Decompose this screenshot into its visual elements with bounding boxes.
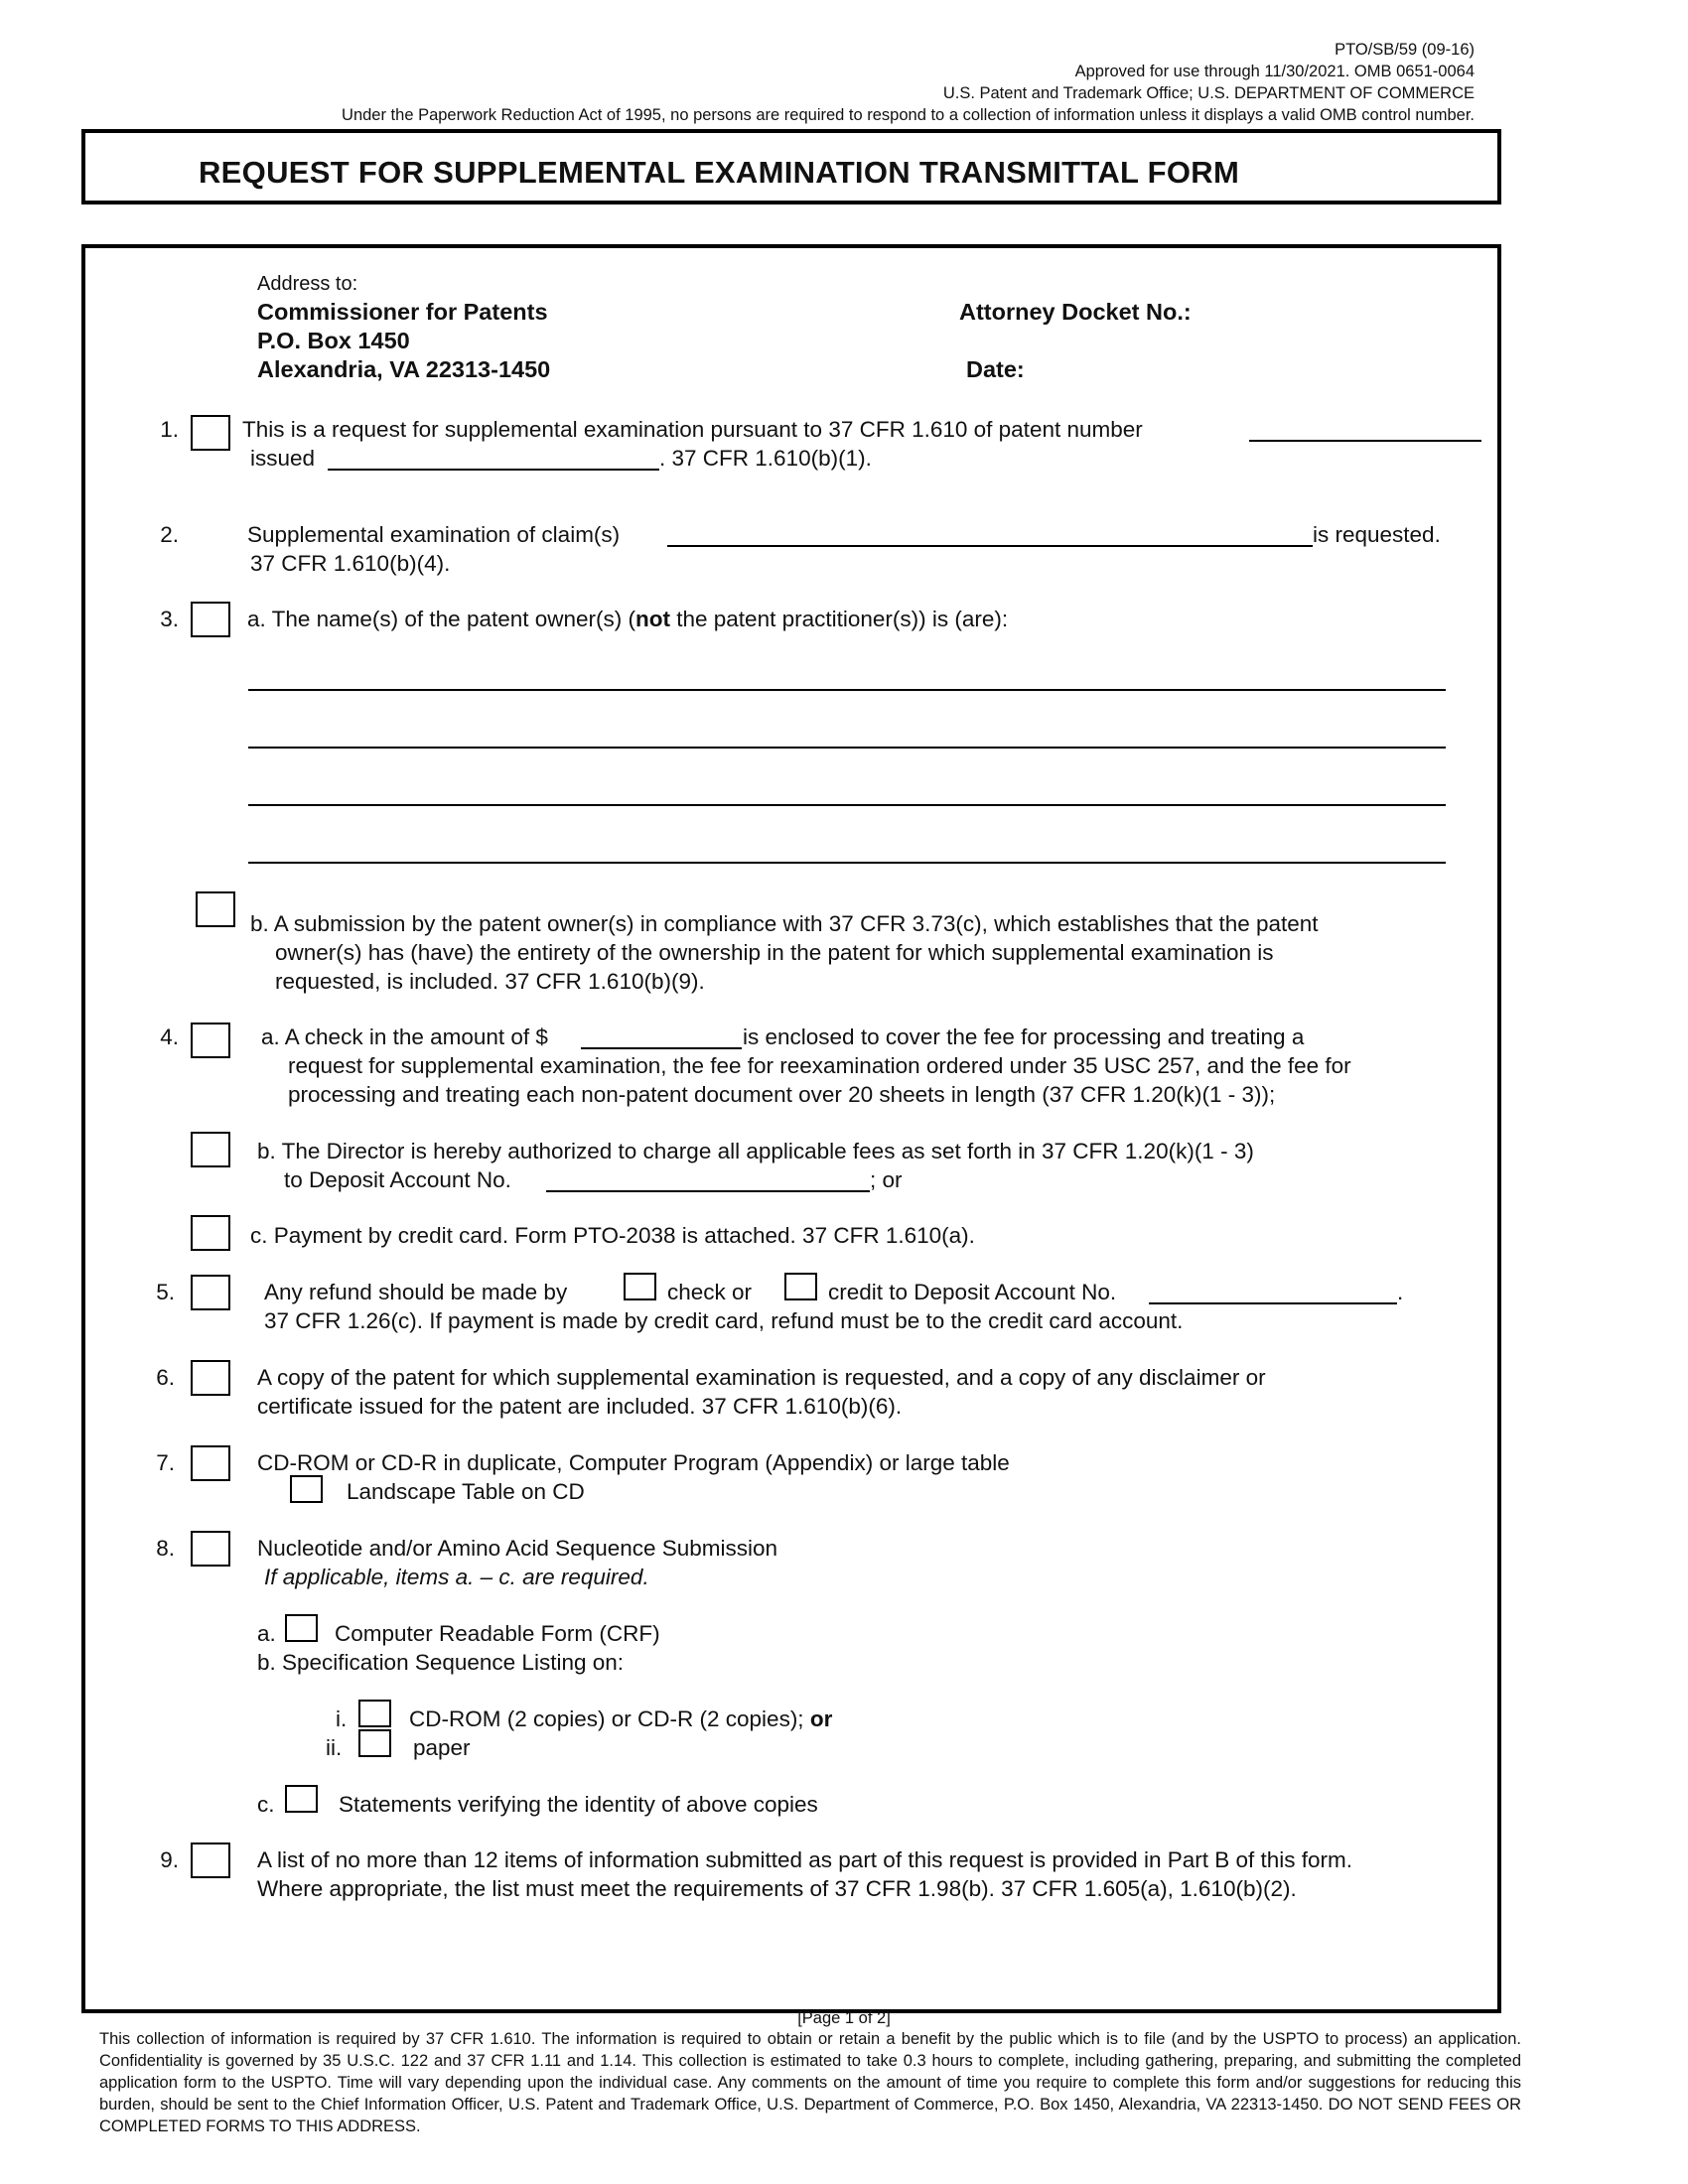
item-7-line-2: Landscape Table on CD — [347, 1479, 585, 1504]
address-label: Address to: — [257, 273, 358, 295]
item-1-checkbox[interactable] — [191, 415, 230, 451]
issued-date-blank[interactable] — [328, 469, 659, 471]
item-6-line-1: A copy of the patent for which supplemental examination is requested, and a copy of any disclaimer or — [257, 1365, 1266, 1390]
item-6-number: 6. — [156, 1365, 175, 1390]
item-8-number: 8. — [156, 1536, 175, 1561]
item-4a-line-3: processing and treating each non-patent document over 20 sheets in length (37 CFR 1.20(k)(1 - 3)); — [288, 1082, 1276, 1107]
cd-rom-copies-checkbox[interactable] — [358, 1700, 391, 1727]
address-line-3: Alexandria, VA 22313-1450 — [257, 356, 551, 382]
paper-copies-checkbox[interactable] — [358, 1729, 391, 1757]
crf-checkbox[interactable] — [285, 1614, 318, 1642]
patent-number-blank[interactable] — [1249, 440, 1481, 442]
item-8c-text: Statements verifying the identity of above copies — [339, 1792, 818, 1817]
refund-account-blank[interactable] — [1149, 1302, 1397, 1304]
item-3b-line-2: owner(s) has (have) the entirety of the ownership in the patent for which supplemental examination is — [275, 940, 1274, 965]
item-1-citation: . 37 CFR 1.610(b)(1). — [659, 446, 872, 471]
item-9-number: 9. — [160, 1847, 179, 1872]
item-2-requested: is requested. — [1313, 522, 1441, 547]
item-3b-line-3: requested, is included. 37 CFR 1.610(b)(9). — [275, 969, 705, 994]
date-label: Date: — [966, 356, 1025, 382]
item-5-text: Any refund should be made by — [264, 1280, 568, 1304]
paperwork-notice: Under the Paperwork Reduction Act of 1995, no persons are required to respond to a collection of information unless it displays a valid OMB control number. — [342, 106, 1475, 124]
refund-check-label: check or — [667, 1280, 753, 1304]
item-5-line-2: 37 CFR 1.26(c). If payment is made by credit card, refund must be to the credit card account. — [264, 1308, 1184, 1333]
item-2-citation: 37 CFR 1.610(b)(4). — [250, 551, 451, 576]
item-4b-line-2-pre: to Deposit Account No. — [284, 1167, 511, 1192]
item-4c-text: c. Payment by credit card. Form PTO-2038 is attached. 37 CFR 1.610(a). — [250, 1223, 975, 1248]
owner-name-line-4[interactable] — [248, 862, 1446, 864]
item-8bi-label: i. — [336, 1706, 348, 1731]
owner-name-line-3[interactable] — [248, 804, 1446, 806]
item-4-number: 4. — [160, 1024, 179, 1049]
item-4a-line-1-pre: a. A check in the amount of $ — [261, 1024, 548, 1049]
item-3a-text: a. The name(s) of the patent owner(s) (not the patent practitioner(s)) is (are): — [247, 607, 1009, 631]
item-5-end: . — [1397, 1280, 1404, 1304]
item-8bi-text: CD-ROM (2 copies) or CD-R (2 copies); or — [409, 1706, 833, 1731]
item-9-line-2: Where appropriate, the list must meet the requirements of 37 CFR 1.98(b). 37 CFR 1.605(a), 1.610(b)(2). — [257, 1876, 1297, 1901]
item-5-checkbox[interactable] — [191, 1275, 230, 1310]
item-3-number: 3. — [160, 607, 179, 631]
statements-checkbox[interactable] — [285, 1785, 318, 1813]
item-3a-checkbox[interactable] — [191, 602, 230, 637]
item-8bii-label: ii. — [326, 1735, 343, 1760]
item-4b-line-1: b. The Director is hereby authorized to charge all applicable fees as set forth in 37 CFR 1.20(k)(1 - 3) — [257, 1139, 1254, 1163]
address-line-1: Commissioner for Patents — [257, 299, 548, 325]
page-indicator: [Page 1 of 2] — [797, 2009, 891, 2027]
burden-statement: This collection of information is required by 37 CFR 1.610. The information is required to obtain or retain a benefit by the public which is to file (and by the USPTO to process) an application. Confidentiality is governed by 35 U.S.C. 122 and 37 CFR 1.11 and 1.14. This collection is estimated to take 0.3 hours to complete, including gathering, preparing, and submitting the completed application form to the USPTO. Time will vary depending upon the individual case. Any comments on the amount of time you require to complete this form and/or suggestions for reducing this burden, should be sent to the Chief Information Officer, U.S. Patent and Trademark Office, U.S. Department of Commerce, P.O. Box 1450, Alexandria, VA 22313-1450. DO NOT SEND FEES OR COMPLETED FORMS TO THIS ADDRESS. — [99, 2030, 1521, 2135]
item-1-number: 1. — [160, 417, 179, 442]
item-3b-checkbox[interactable] — [196, 891, 235, 927]
form-number: PTO/SB/59 (09-16) — [1335, 41, 1475, 59]
landscape-table-checkbox[interactable] — [290, 1475, 323, 1503]
item-5-number: 5. — [156, 1280, 175, 1304]
item-6-line-2: certificate issued for the patent are included. 37 CFR 1.610(b)(6). — [257, 1394, 903, 1419]
owner-name-line-1[interactable] — [248, 689, 1446, 691]
item-8a-label: a. — [257, 1621, 276, 1646]
item-2-number: 2. — [160, 522, 179, 547]
item-4b-line-2-post: ; or — [870, 1167, 903, 1192]
item-9-checkbox[interactable] — [191, 1843, 230, 1878]
item-8bii-text: paper — [413, 1735, 471, 1760]
item-6-checkbox[interactable] — [191, 1360, 230, 1396]
item-2-text: Supplemental examination of claim(s) — [247, 522, 621, 547]
refund-credit-label: credit to Deposit Account No. — [828, 1280, 1117, 1304]
item-4a-line-1-post: is enclosed to cover the fee for processing and treating a — [743, 1024, 1305, 1049]
item-3b-line-1: b. A submission by the patent owner(s) in compliance with 37 CFR 3.73(c), which establishes that the patent — [250, 911, 1319, 936]
item-7-checkbox[interactable] — [191, 1445, 230, 1481]
check-amount-blank[interactable] — [581, 1047, 742, 1049]
item-7-line-1: CD-ROM or CD-R in duplicate, Computer Program (Appendix) or large table — [257, 1450, 1010, 1475]
claims-blank[interactable] — [667, 545, 1313, 547]
item-7-number: 7. — [156, 1450, 175, 1475]
address-line-2: P.O. Box 1450 — [257, 328, 410, 353]
item-4a-checkbox[interactable] — [191, 1023, 230, 1058]
form-body-box — [81, 244, 1501, 2013]
item-8-checkbox[interactable] — [191, 1531, 230, 1567]
item-8-line-1: Nucleotide and/or Amino Acid Sequence Submission — [257, 1536, 778, 1561]
item-1-text: This is a request for supplemental examination pursuant to 37 CFR 1.610 of patent number — [242, 417, 1143, 442]
omb-approval: Approved for use through 11/30/2021. OMB 0651-0064 — [1074, 63, 1475, 80]
item-4a-line-2: request for supplemental examination, the fee for reexamination ordered under 35 USC 257, and the fee for — [288, 1053, 1351, 1078]
refund-by-credit-checkbox[interactable] — [784, 1273, 817, 1300]
item-8b-text: b. Specification Sequence Listing on: — [257, 1650, 624, 1675]
item-8-line-2: If applicable, items a. – c. are required. — [264, 1565, 649, 1589]
item-8a-text: Computer Readable Form (CRF) — [335, 1621, 660, 1646]
item-1-issued-label: issued — [250, 446, 316, 471]
refund-by-check-checkbox[interactable] — [624, 1273, 656, 1300]
item-9-line-1: A list of no more than 12 items of information submitted as part of this request is provided in Part B of this form. — [257, 1847, 1353, 1872]
owner-name-line-2[interactable] — [248, 747, 1446, 749]
deposit-account-blank[interactable] — [546, 1190, 870, 1192]
attorney-docket-label: Attorney Docket No.: — [959, 299, 1192, 325]
agency-line: U.S. Patent and Trademark Office; U.S. DEPARTMENT OF COMMERCE — [942, 84, 1475, 102]
page-title: REQUEST FOR SUPPLEMENTAL EXAMINATION TRANSMITTAL FORM — [199, 155, 1240, 190]
item-4b-checkbox[interactable] — [191, 1132, 230, 1167]
item-8c-label: c. — [257, 1792, 275, 1817]
item-4c-checkbox[interactable] — [191, 1215, 230, 1251]
